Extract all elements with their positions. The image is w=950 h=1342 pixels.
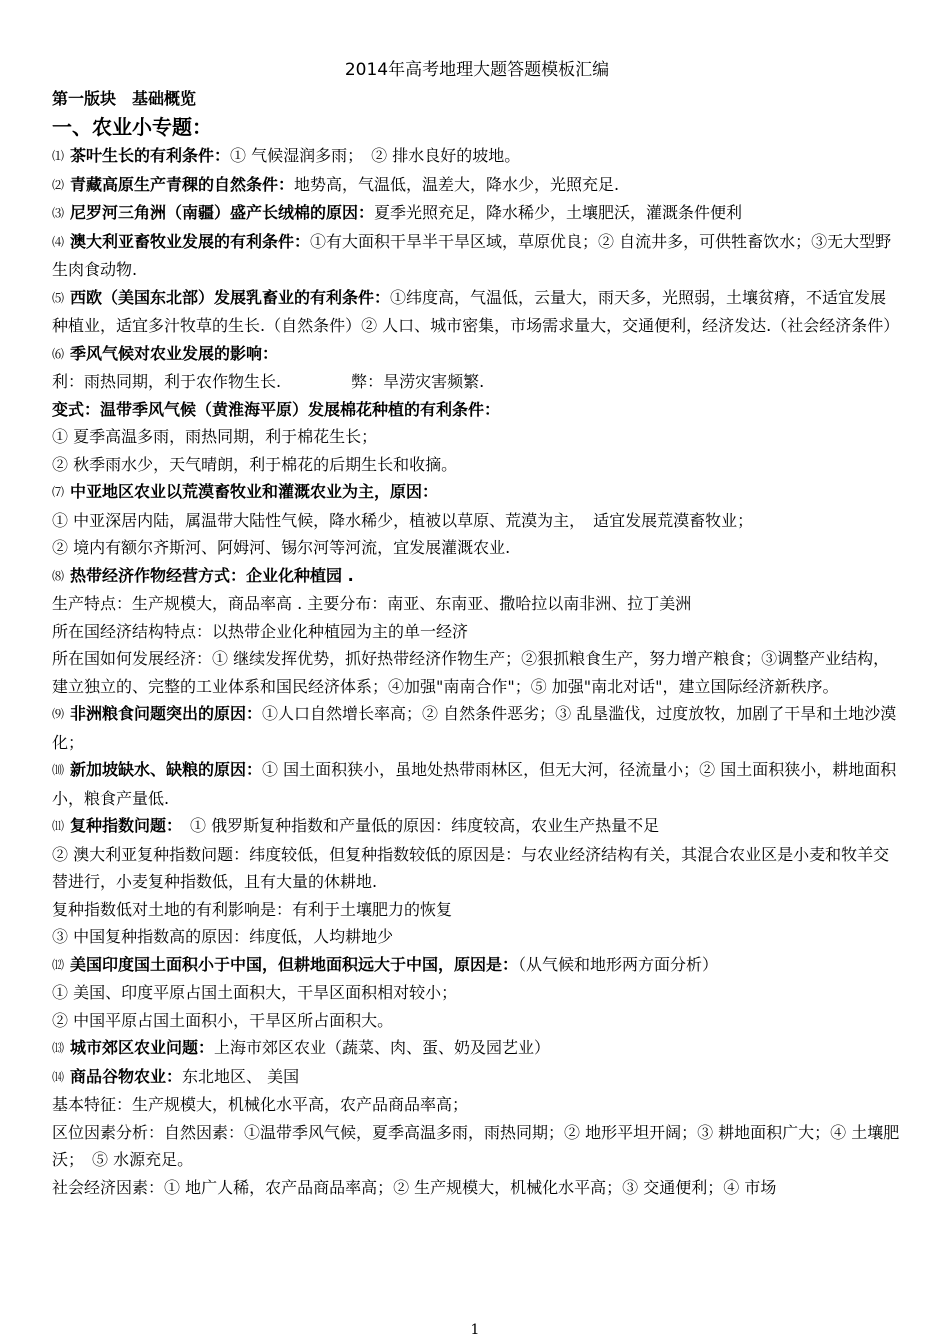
paragraph (52, 451, 902, 479)
paragraph-text: 社会经济因素：① 地广人稀，农产品商品率高；② 生产规模大，机械化水平高；③ 交通便利；④ 市场 (52, 1177, 777, 1197)
paragraph (52, 700, 902, 756)
bold-label: 商品谷物农业： (70, 1066, 183, 1086)
paragraph (52, 1174, 902, 1202)
paragraph-text: 生产特点：生产规模大，商品率高 . 主要分布：南亚、东南亚、撒哈拉以南非洲、拉丁美洲 (52, 594, 692, 613)
paragraph-text: ①纬度高，气温低，云量大，雨天多，光照弱，土壤贫瘠，不适宜发展种植业，适宜多汁牧草的生长.（自然条件）② 人口、城市密集，市场需求量大，交通便利，经济发达.（社会经济条件） (52, 287, 900, 335)
paragraph (52, 812, 902, 841)
paragraph (52, 618, 902, 646)
paragraph (52, 1091, 902, 1119)
paragraph-text: 地势高，气温低，温差大，降水少，光照充足. (294, 174, 620, 194)
item-number: ⑵ (52, 177, 65, 192)
paragraph (52, 951, 902, 980)
paragraph-text: ② 境内有额尔齐斯河、阿姆河、锡尔河等河流，宜发展灌溉农业. (52, 538, 511, 557)
paragraph-text: 夏季光照充足，降水稀少，土壤肥沃，灌溉条件便利 (374, 203, 743, 222)
section-title: 第一版块 基础概览 (52, 89, 197, 108)
page-number: 1 (470, 1322, 480, 1338)
paragraph-text: 利：雨热同期，利于农作物生长. (52, 372, 282, 391)
paragraph (52, 896, 902, 924)
paragraph-text: ① 中亚深居内陆，属温带大陆性气候，降水稀少，植被以草原、荒漠为主， 适宜发展荒漠畜牧业； (52, 510, 754, 530)
item-number: ⑶ (52, 206, 65, 220)
item-number: ⑻ (52, 568, 65, 583)
paragraph (52, 228, 902, 284)
item-number: ⑽ (52, 763, 65, 777)
bold-label: 美国印度国土面积小于中国，但耕地面积远大于中国，原因是： (70, 954, 519, 974)
paragraph-text: ② 秋季雨水少，天气晴朗，利于棉花的后期生长和收摘。 (52, 454, 458, 474)
paragraph (52, 756, 902, 812)
paragraph (52, 171, 902, 200)
bold-label: 澳大利亚畜牧业发展的有利条件： (70, 231, 311, 251)
item-number: ⑷ (52, 234, 65, 249)
item-number: ⒁ (52, 1069, 65, 1084)
paragraph-text: 区位因素分析：自然因素：①温带季风气候，夏季高温多雨，雨热同期；② 地形平坦开阔；③ 耕地面积广大；④ 土壤肥沃； ⑤ 水源充足。 (52, 1122, 900, 1169)
bold-label: 新加坡缺水、缺粮的原因： (70, 760, 263, 779)
bold-label: 青藏高原生产青稞的自然条件： (70, 174, 295, 194)
paragraph-text: （从气候和地形两方面分析） (518, 954, 719, 974)
item-number: ⑸ (52, 290, 65, 305)
paragraph-text: ① 气候湿润多雨； ② 排水良好的坡地。 (230, 146, 521, 165)
paragraph (52, 199, 902, 228)
paragraph-text: ② 中国平原占国土面积小，干旱区所占面积大。 (52, 1010, 394, 1030)
paragraph (52, 923, 902, 951)
paragraph-text: ① 国土面积狭小，虽地处热带雨林区，但无大河，径流量小；② 国土面积狭小，耕地面积小，粮食产量低. (52, 760, 897, 808)
paragraph (52, 1119, 902, 1174)
bold-label: 尼罗河三角洲（南疆）盛产长绒棉的原因： (70, 203, 375, 222)
bold-label: 热带经济作物经营方式：企业化种植园 . (70, 565, 354, 585)
paragraph (52, 396, 902, 424)
bold-label: 茶叶生长的有利条件： (70, 146, 231, 165)
bold-label: 非洲粮食问题突出的原因： (70, 704, 263, 723)
paragraph (52, 645, 902, 700)
paragraph (52, 507, 902, 535)
item-number: ⑹ (52, 346, 65, 361)
paragraph (52, 1063, 902, 1092)
item-number: ⑿ (52, 957, 65, 972)
paragraph (52, 142, 902, 171)
paragraph-text: ①有大面积干旱半干旱区域，草原优良；② 自流井多，可供牲畜饮水；③无大型野生肉食动物. (52, 231, 892, 279)
document-title: 2014年高考地理大题答题模板汇编 (344, 60, 610, 80)
item-number: ⑺ (52, 485, 65, 499)
paragraph-text: 所在国经济结构特点：以热带企业化种植园为主的单一经济 (52, 621, 469, 641)
item-number: ⑴ (52, 149, 65, 163)
paragraph (52, 1034, 902, 1063)
paragraph-text: ① 俄罗斯复种指数和产量低的原因：纬度较高，农业生产热量不足 (174, 816, 660, 835)
paragraph-text: 复种指数低对土地的有利影响是：有利于土壤肥力的恢复 (52, 899, 453, 919)
paragraph (52, 979, 902, 1007)
paragraph-text: 上海市郊区农业（蔬菜、肉、蛋、奶及园艺业） (214, 1038, 551, 1057)
paragraph (52, 534, 902, 562)
item-number: ⑼ (52, 707, 65, 721)
paragraph-text: 东北地区、 美国 (182, 1066, 300, 1086)
paragraph-text: ① 夏季高温多雨，雨热同期，利于棉花生长； (52, 427, 378, 446)
paragraph (52, 841, 902, 896)
paragraph-text: ③ 中国复种指数高的原因：纬度低，人均耕地少 (52, 927, 394, 946)
paragraph (52, 1007, 902, 1035)
item-number: ⑾ (52, 819, 65, 833)
bold-label: 复种指数问题： (70, 816, 175, 835)
paragraph (52, 423, 902, 451)
paragraph (52, 368, 902, 396)
paragraph (52, 284, 902, 340)
paragraph-text: 基本特征：生产规模大，机械化水平高，农产品商品率高； (52, 1095, 469, 1114)
document-body (52, 142, 902, 1201)
paragraph (52, 478, 902, 507)
paragraph (52, 562, 902, 591)
paragraph (52, 340, 902, 369)
paragraph-text: 所在国如何发展经济：① 继续发挥优势，抓好热带经济作物生产；②狠抓粮食生产，努力增产粮食；③调整产业结构，建立独立的、完整的工业体系和国民经济体系；④加强"南南合作"；⑤ 加强"南北对话"，建立国际经济新秩序。 (52, 649, 890, 696)
topic-heading: 一、农业小专题： (52, 115, 212, 139)
bold-label: 变式：温带季风气候（黄淮海平原）发展棉花种植的有利条件： (52, 399, 501, 419)
bold-label: 季风气候对农业发展的影响： (70, 343, 279, 363)
paragraph-text: ② 澳大利亚复种指数问题：纬度较低，但复种指数较低的原因是：与农业经济结构有关，其混合农业区是小麦和牧羊交替进行，小麦复种指数低，且有大量的休耕地. (52, 844, 890, 891)
item-number: ⒀ (52, 1041, 65, 1055)
bold-label: 西欧（美国东北部）发展乳畜业的有利条件： (70, 287, 391, 307)
paragraph-text: 弊：旱涝灾害频繁. (351, 372, 485, 391)
document-content (52, 56, 902, 1201)
paragraph (52, 590, 902, 618)
bold-label: 中亚地区农业以荒漠畜牧业和灌溉农业为主，原因： (70, 482, 439, 501)
paragraph-text: ①人口自然增长率高；② 自然条件恶劣；③ 乱垦滥伐，过度放牧，加剧了干旱和土地沙漠化； (52, 704, 897, 752)
paragraph-text: ① 美国、印度平原占国土面积大，干旱区面积相对较小； (52, 983, 458, 1002)
bold-label: 城市郊区农业问题： (70, 1038, 215, 1057)
